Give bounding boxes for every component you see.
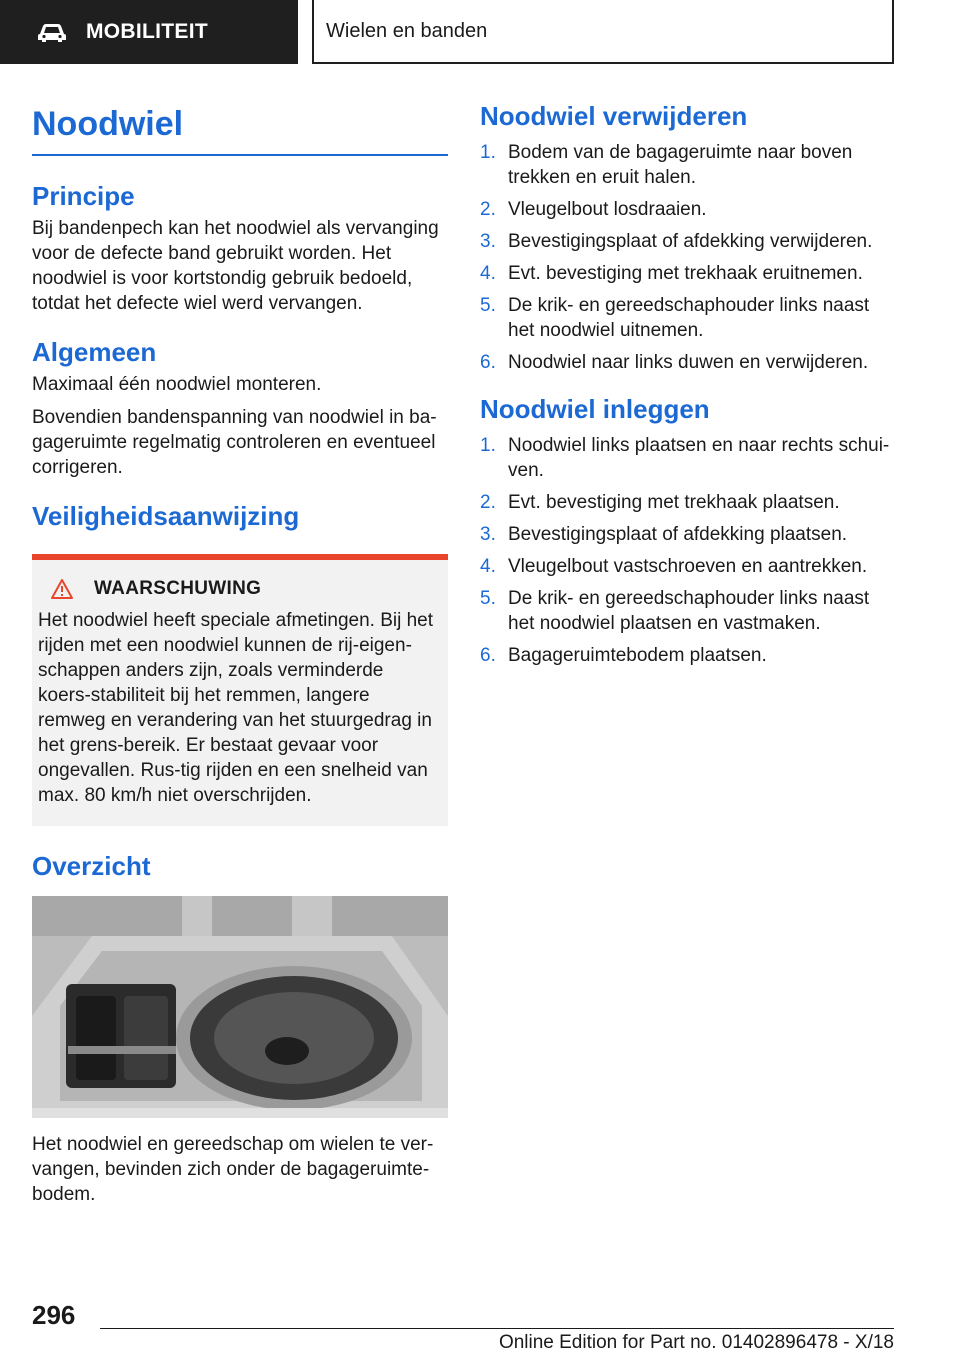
list-item (480, 197, 892, 222)
right-column (480, 100, 892, 675)
step-number: 2. (480, 199, 496, 220)
page-title: Noodwiel (32, 105, 184, 143)
list-item (480, 350, 892, 375)
spare-wheel-photo (32, 896, 448, 1118)
list-item (480, 433, 892, 483)
step-text: Vleugelbout losdraaien. (508, 199, 707, 220)
list-item (480, 140, 892, 190)
warning-box (32, 554, 448, 826)
list-item (480, 522, 892, 547)
algemeen-text-1: Maximaal één noodwiel monteren. (32, 374, 322, 395)
step-number: 2. (480, 492, 496, 513)
heading-overzicht: Overzicht (32, 851, 151, 881)
list-item (480, 490, 892, 515)
step-number: 1. (480, 435, 496, 456)
heading-algemeen: Algemeen (32, 337, 157, 367)
step-number: 6. (480, 352, 496, 373)
warning-triangle-icon (50, 578, 74, 600)
step-text: Vleugelbout vastschroeven en aantrekken. (508, 556, 868, 577)
car-icon (36, 20, 68, 44)
step-number: 3. (480, 231, 496, 252)
step-number: 4. (480, 556, 496, 577)
warning-header (38, 578, 440, 600)
heading-principe: Principe (32, 181, 135, 211)
list-item (480, 261, 892, 286)
step-number: 1. (480, 142, 496, 163)
page-number: 296 (32, 1300, 76, 1330)
step-number: 3. (480, 524, 496, 545)
step-text: Noodwiel naar links duwen en verwijderen. (508, 352, 869, 373)
step-text: De krik- en gereedschaphouder links naast het noodwiel uitnemen. (508, 295, 870, 341)
inleggen-steps (480, 433, 892, 668)
step-text: De krik- en gereedschaphouder links naast het noodwiel plaatsen en vastmaken. (508, 588, 870, 634)
verwijderen-steps (480, 140, 892, 375)
list-item (480, 229, 892, 254)
step-text: Evt. bevestiging met trekhaak eruitnemen. (508, 263, 863, 284)
footer-divider (100, 1328, 894, 1329)
header-section-label: MOBILITEIT (86, 20, 208, 43)
step-number: 5. (480, 295, 496, 316)
step-number: 5. (480, 588, 496, 609)
list-item (480, 586, 892, 636)
header-section-tab[interactable] (0, 0, 298, 64)
algemeen-text-2: Bovendien bandenspanning van noodwiel in ba-gageruimte regelmatig controleren en eventueel corrigeren. (32, 407, 437, 478)
principe-text: Bij bandenpech kan het noodwiel als vervanging voor de defecte band gebruikt worden. Het noodwiel is voor kortstondig gebruik bedoeld, totdat het defecte wiel werd vervangen. (32, 218, 439, 314)
step-text: Bodem van de bagageruimte naar boven trekken en eruit halen. (508, 142, 853, 188)
step-number: 4. (480, 263, 496, 284)
step-text: Evt. bevestiging met trekhaak plaatsen. (508, 492, 840, 513)
overzicht-caption: Het noodwiel en gereedschap om wielen te ver-vangen, bevinden zich onder de bagageruimte-bodem. (32, 1134, 434, 1205)
footer-edition: Online Edition for Part no. 01402896478 - X/18 (498, 1332, 894, 1353)
list-item (480, 554, 892, 579)
heading-verwijderen: Noodwiel verwijderen (480, 101, 748, 131)
header-chapter-tab[interactable] (312, 0, 894, 64)
warning-text: Het noodwiel heeft speciale afmetingen. Bij het rijden met een noodwiel kunnen de rij-eigen-schappen anders zijn, zoals verminderde koers-stabiliteit bij het remmen, langere remweg en verandering van het stuurgedrag in het grens-bereik. Er bestaat gevaar voor ongevallen. Rus-tig rijden en een snelheid van max. 80 km/h niet overschrijden. (38, 610, 434, 806)
step-number: 6. (480, 645, 496, 666)
title-divider (32, 154, 448, 156)
heading-inleggen: Noodwiel inleggen (480, 394, 710, 424)
header-chapter-label: Wielen en banden (326, 19, 488, 42)
step-text: Noodwiel links plaatsen en naar rechts schui-ven. (508, 435, 890, 481)
heading-veiligheid: Veiligheidsaanwijzing (32, 501, 300, 531)
list-item (480, 643, 892, 668)
step-text: Bevestigingsplaat of afdekking verwijderen. (508, 231, 873, 252)
step-text: Bevestigingsplaat of afdekking plaatsen. (508, 524, 848, 545)
warning-label: WAARSCHUWING (94, 578, 262, 599)
left-column (32, 96, 448, 1207)
list-item (480, 293, 892, 343)
step-text: Bagageruimtebodem plaatsen. (508, 645, 767, 666)
